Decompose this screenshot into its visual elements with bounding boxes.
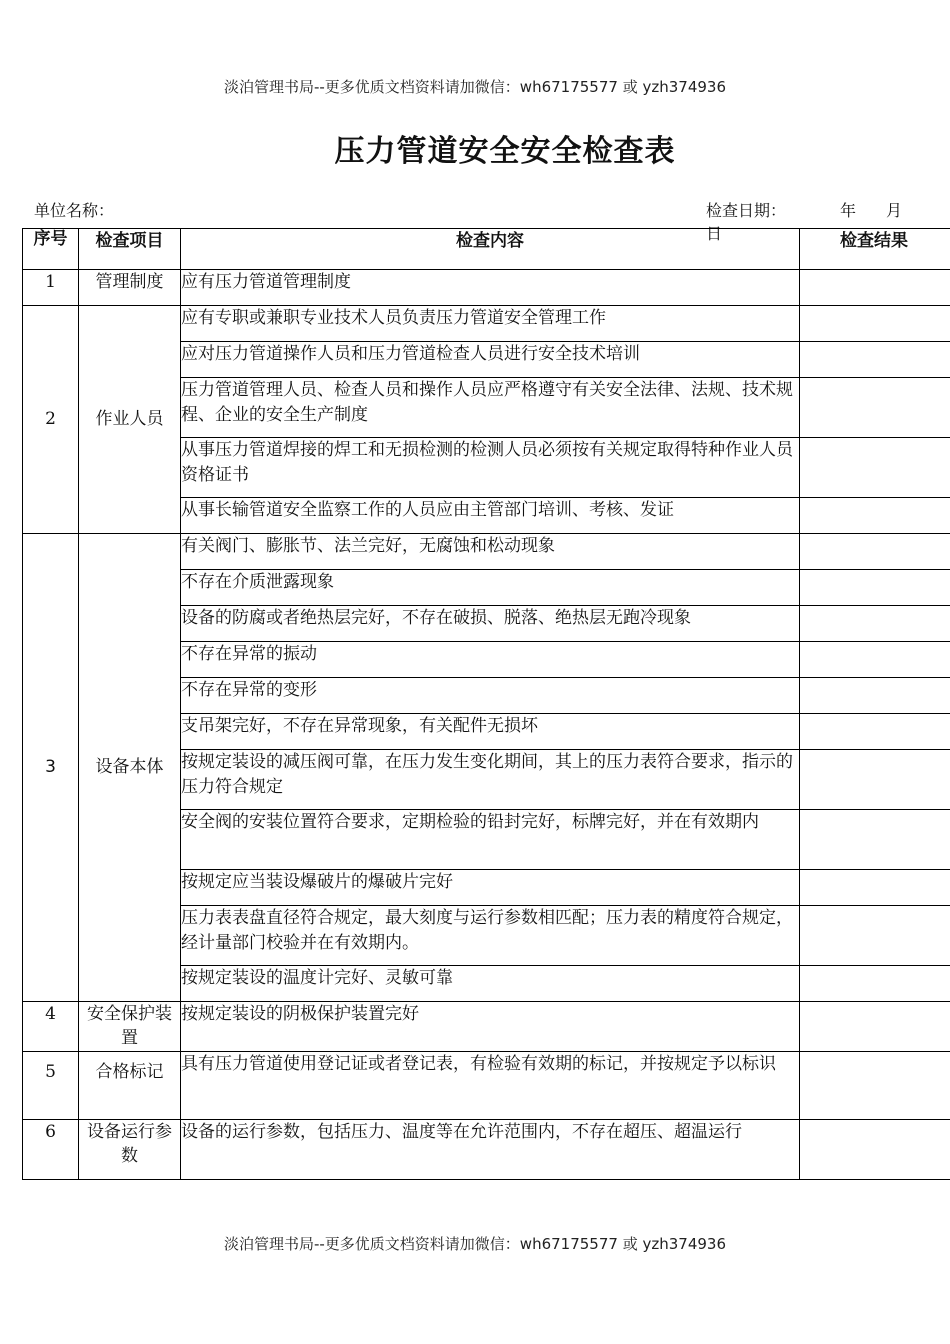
result-cell[interactable] [800, 498, 950, 534]
result-cell[interactable] [800, 1052, 950, 1120]
result-cell[interactable] [800, 438, 950, 498]
content-cell: 设备的防腐或者绝热层完好，不存在破损、脱落、绝热层无跑冷现象 [181, 606, 800, 642]
result-cell[interactable] [800, 378, 950, 438]
result-cell[interactable] [800, 906, 950, 966]
seq-cell: 6 [23, 1120, 79, 1180]
content-cell: 不存在异常的变形 [181, 678, 800, 714]
item-cell: 合格标记 [79, 1052, 181, 1120]
item-cell: 设备运行参数 [79, 1120, 181, 1180]
result-cell[interactable] [800, 870, 950, 906]
content-cell: 应对压力管道操作人员和压力管道检查人员进行安全技术培训 [181, 342, 800, 378]
content-cell: 从事压力管道焊接的焊工和无损检测的检测人员必须按有关规定取得特种作业人员资格证书 [181, 438, 800, 498]
date-year-label: 年 [840, 201, 857, 220]
seq-cell: 1 [23, 270, 79, 306]
content-cell: 压力表表盘直径符合规定，最大刻度与运行参数相匹配；压力表的精度符合规定，经计量部门校验并在有效期内。 [181, 906, 800, 966]
content-cell: 按规定装设的温度计完好、灵敏可靠 [181, 966, 800, 1002]
result-cell[interactable] [800, 570, 950, 606]
result-cell[interactable] [800, 606, 950, 642]
content-cell: 压力管道管理人员、检查人员和操作人员应严格遵守有关安全法律、法规、技术规程、企业的安全生产制度 [181, 378, 800, 438]
footer-note: 淡泊管理书局--更多优质文档资料请加微信：wh67175577 或 yzh374936 [223, 1235, 726, 1253]
item-cell: 安全保护装置 [79, 1002, 181, 1052]
content-cell: 按规定装设的减压阀可靠，在压力发生变化期间，其上的压力表符合要求，指示的压力符合规定 [181, 750, 800, 810]
col-header-content: 检查内容 [181, 229, 800, 270]
seq-cell: 5 [23, 1052, 79, 1120]
result-cell[interactable] [800, 810, 950, 870]
content-cell: 按规定装设的阴极保护装置完好 [181, 1002, 800, 1052]
item-cell: 设备本体 [79, 534, 181, 1002]
seq-cell: 3 [23, 534, 79, 1002]
date-label: 检查日期： [706, 201, 787, 220]
col-header-seq: 序号 [23, 229, 79, 270]
result-cell[interactable] [800, 678, 950, 714]
content-cell: 不存在介质泄露现象 [181, 570, 800, 606]
page-title: 压力管道安全安全检查表 [334, 134, 676, 169]
content-cell: 按规定应当装设爆破片的爆破片完好 [181, 870, 800, 906]
result-cell[interactable] [800, 1002, 950, 1052]
result-cell[interactable] [800, 270, 950, 306]
result-cell[interactable] [800, 966, 950, 1002]
result-cell[interactable] [800, 1120, 950, 1180]
item-cell: 管理制度 [79, 270, 181, 306]
checklist-table [22, 228, 950, 1180]
content-cell: 应有压力管道管理制度 [181, 270, 800, 306]
seq-cell: 2 [23, 306, 79, 534]
content-cell: 不存在异常的振动 [181, 642, 800, 678]
header-note: 淡泊管理书局--更多优质文档资料请加微信：wh67175577 或 yzh374936 [223, 78, 726, 96]
content-cell: 应有专职或兼职专业技术人员负责压力管道安全管理工作 [181, 306, 800, 342]
result-cell[interactable] [800, 750, 950, 810]
content-cell: 支吊架完好，不存在异常现象，有关配件无损坏 [181, 714, 800, 750]
content-cell: 有关阀门、膨胀节、法兰完好，无腐蚀和松动现象 [181, 534, 800, 570]
content-cell: 具有压力管道使用登记证或者登记表，有检验有效期的标记，并按规定予以标识 [181, 1052, 800, 1120]
item-cell: 作业人员 [79, 306, 181, 534]
result-cell[interactable] [800, 714, 950, 750]
content-cell: 设备的运行参数，包括压力、温度等在允许范围内，不存在超压、超温运行 [181, 1120, 800, 1180]
seq-cell: 4 [23, 1002, 79, 1052]
result-cell[interactable] [800, 306, 950, 342]
col-header-result: 检查结果 [800, 229, 950, 270]
result-cell[interactable] [800, 534, 950, 570]
result-cell[interactable] [800, 642, 950, 678]
unit-name-label: 单位名称： [34, 201, 115, 220]
date-day-label: 日 [706, 224, 723, 243]
content-cell: 安全阀的安装位置符合要求，定期检验的铅封完好，标牌完好，并在有效期内 [181, 810, 800, 870]
date-month-label: 月 [886, 201, 903, 220]
content-cell: 从事长输管道安全监察工作的人员应由主管部门培训、考核、发证 [181, 498, 800, 534]
col-header-item: 检查项目 [79, 229, 181, 270]
result-cell[interactable] [800, 342, 950, 378]
